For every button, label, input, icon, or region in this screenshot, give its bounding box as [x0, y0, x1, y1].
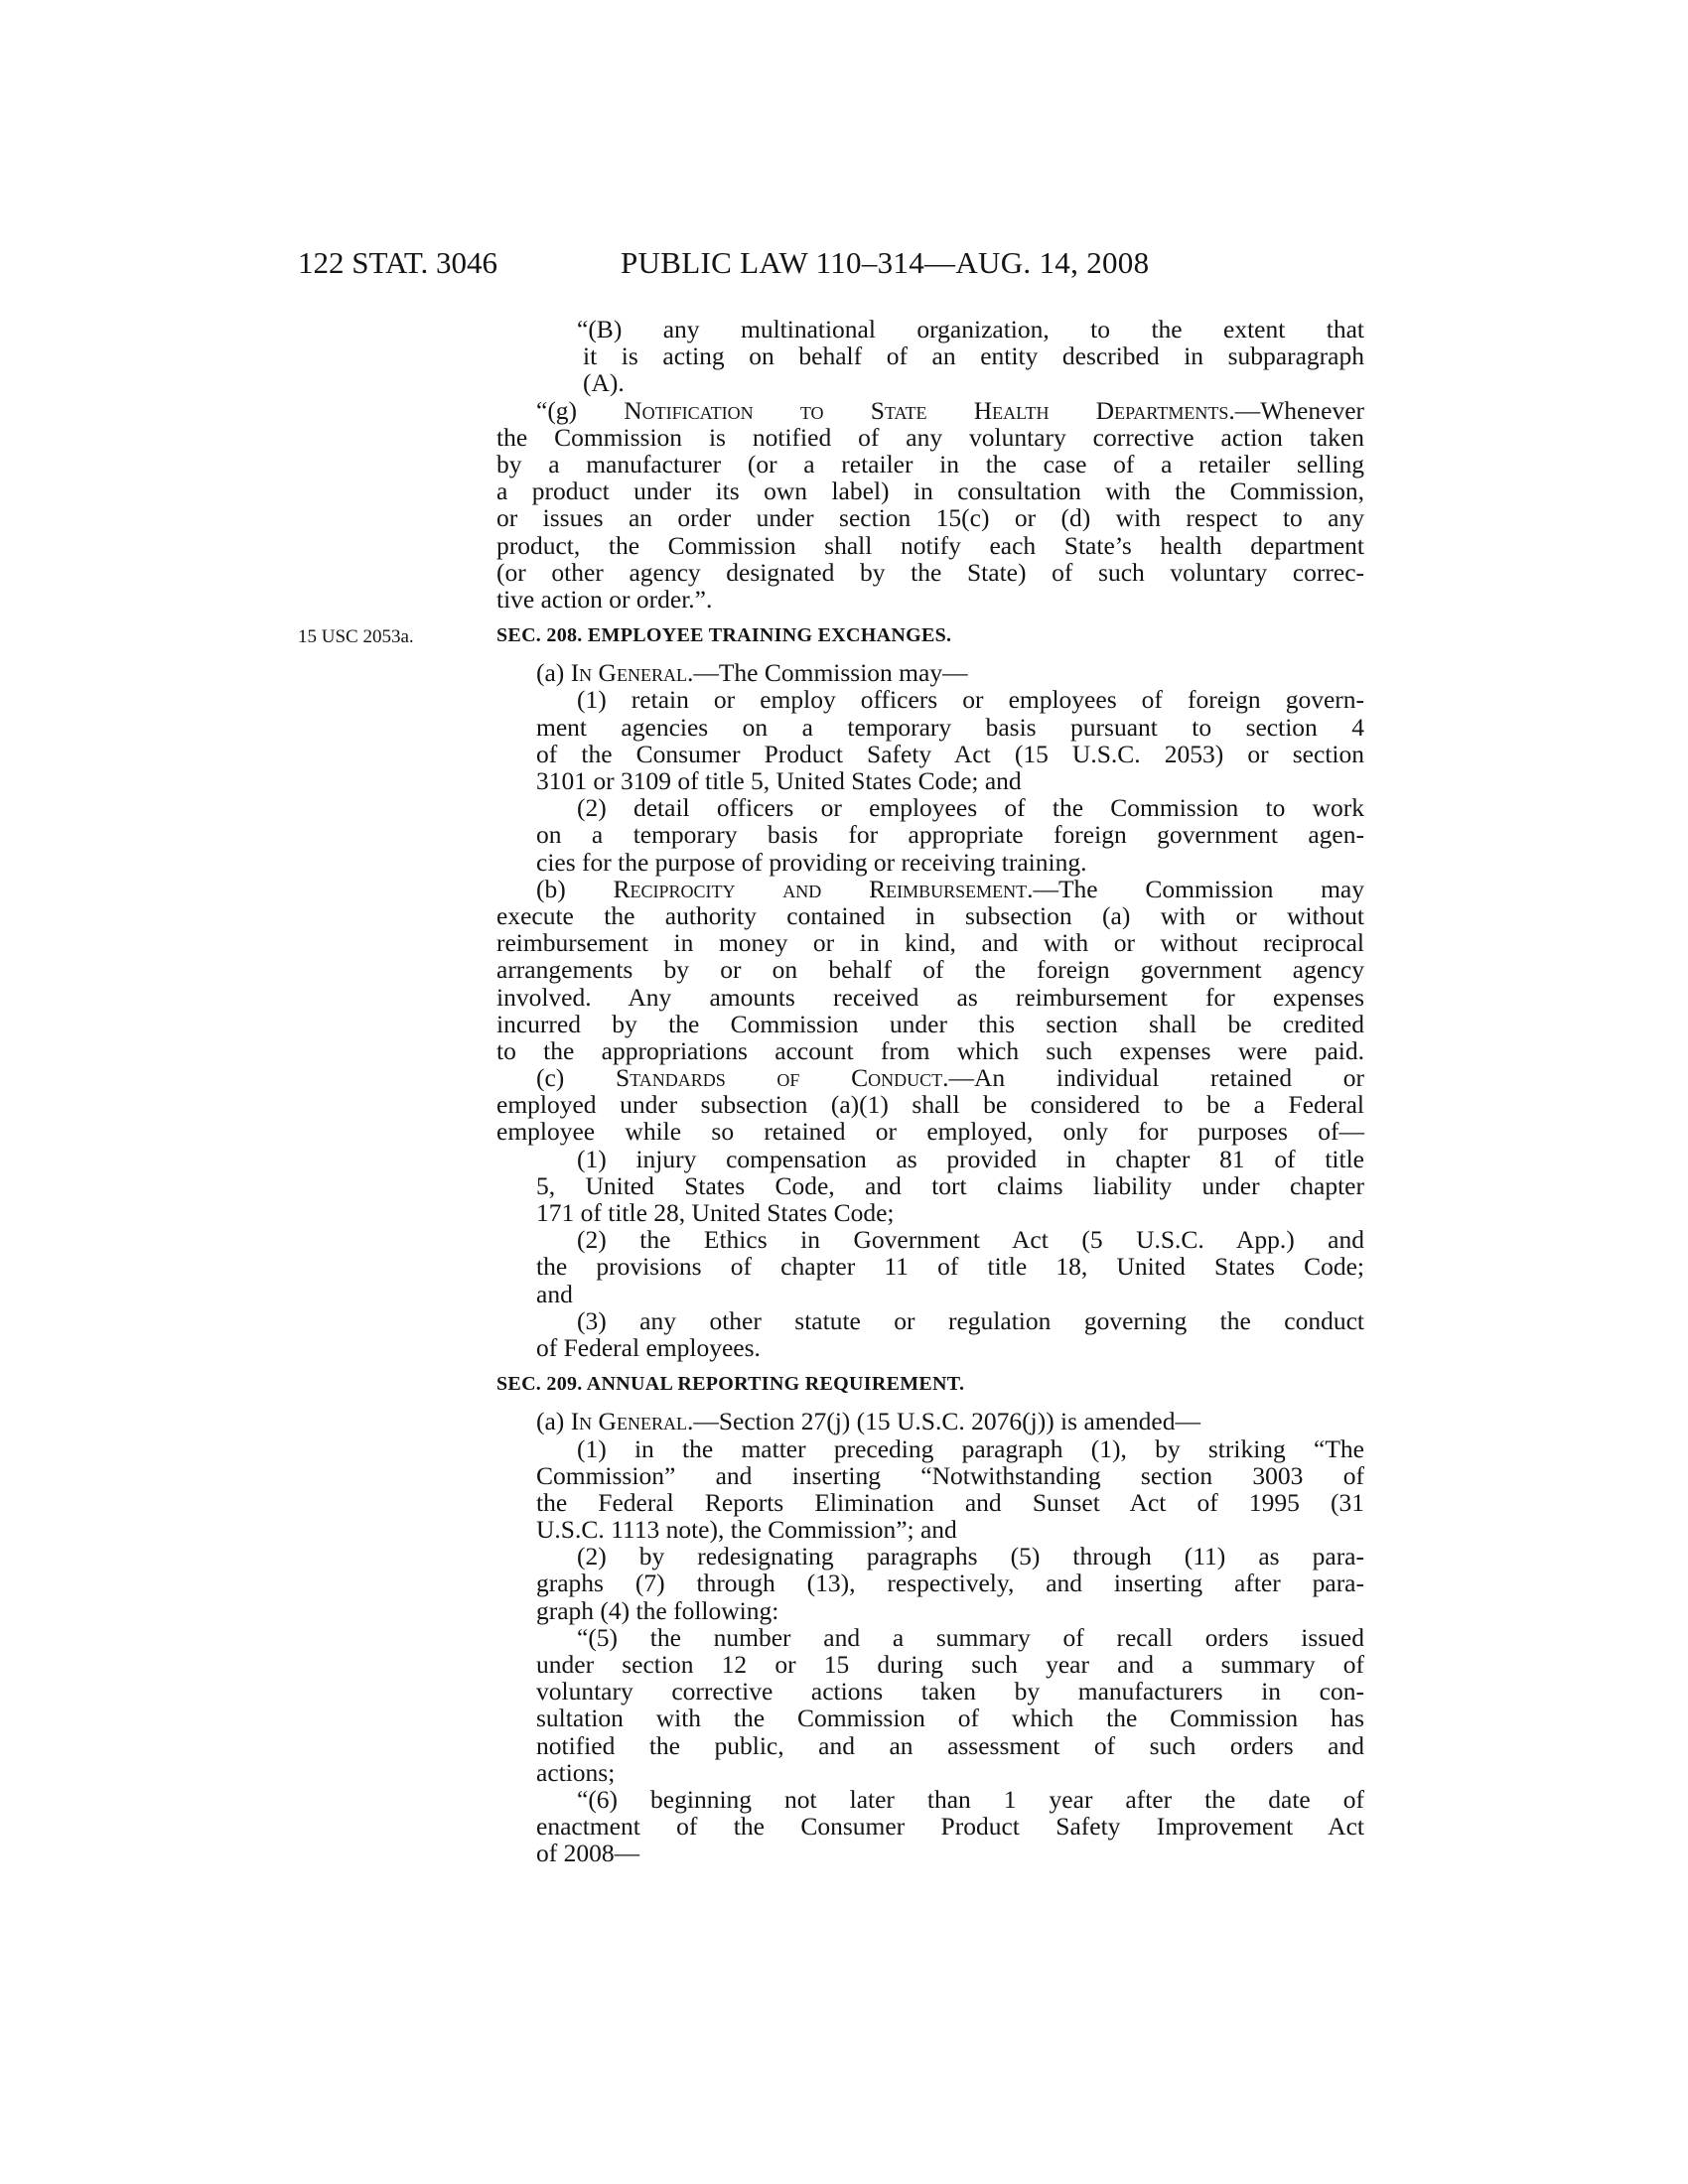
text-line: [496, 902, 1364, 929]
text-segment: (or other agency designated by the State) of such voluntary correc-: [496, 557, 1364, 587]
text-segment: 3101 or 3109 of title 5, United States Code; and: [536, 766, 1022, 795]
text-line: [496, 1011, 1364, 1037]
section-heading: [496, 622, 1364, 649]
text-segment: (A).: [583, 368, 625, 398]
text-segment: “(6) beginning not later than 1 year after the date of: [577, 1784, 1364, 1814]
small-caps-heading: Standards of Conduct: [616, 1063, 943, 1093]
paragraph-gap: [496, 1361, 1364, 1371]
text-segment: tive action or order.”.: [496, 584, 713, 614]
small-caps-heading: In General: [570, 1407, 687, 1436]
section-heading: [496, 1371, 1364, 1398]
text-line: [496, 532, 1364, 559]
text-line: [496, 1651, 1364, 1678]
text-segment: and: [536, 1279, 573, 1308]
small-caps-heading: In General: [570, 658, 687, 688]
text-line: [496, 1199, 1364, 1226]
text-segment: (c): [536, 1063, 616, 1093]
text-segment: incurred by the Commission under this section shall be credited: [496, 1009, 1364, 1038]
text-segment: it is acting on behalf of an entity described in subparagraph: [583, 341, 1364, 371]
text-segment: (1) in the matter preceding paragraph (1), by striking “The: [577, 1433, 1364, 1463]
text-segment: 171 of title 28, United States Code;: [536, 1198, 895, 1227]
text-line: [496, 1840, 1364, 1866]
text-segment: (2) by redesignating paragraphs (5) through (11) as para-: [577, 1542, 1364, 1571]
text-segment: actions;: [536, 1757, 616, 1787]
text-segment: or issues an order under section 15(c) or (d) with respect to any: [496, 503, 1364, 533]
page-title: PUBLIC LAW 110–314—AUG. 14, 2008: [621, 245, 1150, 280]
text-line: [496, 714, 1364, 741]
text-segment: (a): [536, 658, 571, 688]
text-line: [496, 1570, 1364, 1596]
text-line: [496, 1334, 1364, 1361]
text-line: [496, 659, 1364, 686]
running-head: [0, 245, 1688, 285]
text-line: [496, 397, 1364, 424]
small-caps-heading: Notification to State Health Departments: [624, 395, 1229, 425]
text-line: [496, 1307, 1364, 1334]
text-line: [496, 767, 1364, 794]
text-segment: employee while so retained or employed, only for purposes of—: [496, 1117, 1364, 1147]
stat-citation: 122 STAT. 3046: [298, 245, 498, 280]
text-line: [496, 1037, 1364, 1064]
text-line: [496, 586, 1364, 613]
text-segment: .—An individual retained or: [942, 1063, 1364, 1093]
text-line: [496, 1064, 1364, 1091]
text-segment: (2) the Ethics in Government Act (5 U.S.C. App.) and: [577, 1225, 1364, 1255]
text-segment: employed under subsection (a)(1) shall be considered to be a Federal: [496, 1090, 1364, 1120]
text-segment: graph (4) the following:: [536, 1595, 779, 1625]
text-line: [496, 794, 1364, 821]
text-line: [496, 1597, 1364, 1624]
text-segment: of 2008—: [536, 1839, 640, 1868]
text-line: [496, 1435, 1364, 1462]
text-segment: .—The Commission may: [1027, 874, 1365, 903]
text-line: [496, 1091, 1364, 1118]
text-segment: ment agencies on a temporary basis pursuant to section 4: [536, 712, 1364, 742]
text-line: [496, 1813, 1364, 1840]
text-line: [496, 1408, 1364, 1434]
text-segment: (b): [536, 874, 614, 903]
text-segment: .—Section 27(j) (15 U.S.C. 2076(j)) is amended—: [686, 1407, 1200, 1436]
text-line: [496, 1172, 1364, 1199]
text-line: [496, 1759, 1364, 1786]
text-segment: a product under its own label) in consultation with the Commission,: [496, 477, 1364, 506]
text-segment: the provisions of chapter 11 of title 18, United States Code;: [536, 1252, 1364, 1282]
text-line: [496, 1118, 1364, 1145]
text-line: [496, 1516, 1364, 1543]
text-line: [496, 1786, 1364, 1813]
text-segment: reimbursement in money or in kind, and with or without reciprocal: [496, 928, 1364, 958]
text-line: [496, 849, 1364, 876]
text-segment: graphs (7) through (13), respectively, and inserting after para-: [536, 1569, 1364, 1598]
text-line: [496, 876, 1364, 902]
text-line: [496, 821, 1364, 848]
text-line: [496, 478, 1364, 504]
text-line: [496, 1732, 1364, 1759]
text-segment: of Federal employees.: [536, 1332, 761, 1362]
text-segment: (3) any other statute or regulation governing the conduct: [577, 1305, 1364, 1335]
text-segment: U.S.C. 1113 note), the Commission”; and: [536, 1515, 957, 1545]
text-segment: (1) injury compensation as provided in chapter 81 of title: [577, 1144, 1364, 1173]
text-segment: “(5) the number and a summary of recall orders issued: [577, 1622, 1364, 1652]
text-line: [496, 424, 1364, 451]
text-line: [496, 686, 1364, 713]
text-segment: sultation with the Commission of which the Commission has: [536, 1704, 1364, 1733]
text-line: [496, 1678, 1364, 1705]
text-segment: product, the Commission shall notify each State’s health department: [496, 530, 1364, 560]
text-line: [496, 316, 1364, 342]
text-segment: the Commission is notified of any voluntary corrective action taken: [496, 422, 1364, 452]
small-caps-heading: Reciprocity and Reimbursement: [613, 874, 1028, 903]
text-segment: of the Consumer Product Safety Act (15 U.S.C. 2053) or section: [536, 739, 1364, 768]
text-line: [496, 929, 1364, 956]
text-segment: 5, United States Code, and tort claims liability under chapter: [536, 1170, 1364, 1200]
text-line: [496, 1462, 1364, 1489]
text-segment: (1) retain or employ officers or employees of foreign govern-: [577, 685, 1364, 715]
text-segment: by a manufacturer (or a retailer in the case of a retailer selling: [496, 449, 1364, 478]
document-body: [496, 316, 1364, 1867]
text-segment: “(B) any multinational organization, to the extent that: [577, 315, 1364, 343]
text-segment: arrangements by or on behalf of the foreign government agency: [496, 955, 1364, 985]
text-segment: the Federal Reports Elimination and Sunset Act of 1995 (31: [536, 1487, 1364, 1517]
text-segment: on a temporary basis for appropriate foreign government agen-: [536, 820, 1364, 850]
text-segment: execute the authority contained in subsection (a) with or without: [496, 900, 1364, 930]
text-line: [496, 1281, 1364, 1307]
text-line: [496, 984, 1364, 1011]
text-line: [496, 1543, 1364, 1570]
text-line: [496, 559, 1364, 586]
text-line: [496, 369, 1364, 396]
text-line: [496, 1705, 1364, 1731]
text-line: [496, 956, 1364, 983]
text-line: [496, 342, 1364, 369]
text-segment: SEC. 209. ANNUAL REPORTING REQUIREMENT.: [496, 1373, 965, 1396]
text-segment: “(g): [536, 395, 625, 425]
text-segment: SEC. 208. EMPLOYEE TRAINING EXCHANGES.: [496, 624, 952, 647]
text-segment: under section 12 or 15 during such year and a summary of: [536, 1650, 1364, 1679]
text-segment: Commission” and inserting “Notwithstanding section 3003 of: [536, 1460, 1364, 1490]
text-line: [496, 1253, 1364, 1280]
text-line: [496, 1624, 1364, 1651]
text-segment: voluntary corrective actions taken by manufacturers in con-: [536, 1677, 1364, 1706]
text-segment: cies for the purpose of providing or receiving training.: [536, 847, 1087, 877]
text-segment: to the appropriations account from which such expenses were paid.: [496, 1035, 1364, 1065]
text-segment: involved. Any amounts received as reimbursement for expenses: [496, 982, 1364, 1012]
text-segment: .—Whenever: [1228, 395, 1364, 425]
text-segment: (2) detail officers or employees of the Commission to work: [577, 793, 1364, 823]
text-segment: enactment of the Consumer Product Safety Improvement Act: [536, 1812, 1364, 1842]
text-segment: .—The Commission may—: [686, 658, 968, 688]
paragraph-gap: [496, 613, 1364, 622]
text-line: [496, 741, 1364, 767]
text-segment: notified the public, and an assessment of such orders and: [536, 1730, 1364, 1760]
text-line: [496, 1146, 1364, 1172]
text-line: [496, 451, 1364, 478]
margin-note: 15 USC 2053a.: [298, 626, 414, 647]
text-line: [496, 1226, 1364, 1253]
text-segment: (a): [536, 1407, 571, 1436]
text-line: [496, 504, 1364, 531]
text-line: [496, 1489, 1364, 1516]
